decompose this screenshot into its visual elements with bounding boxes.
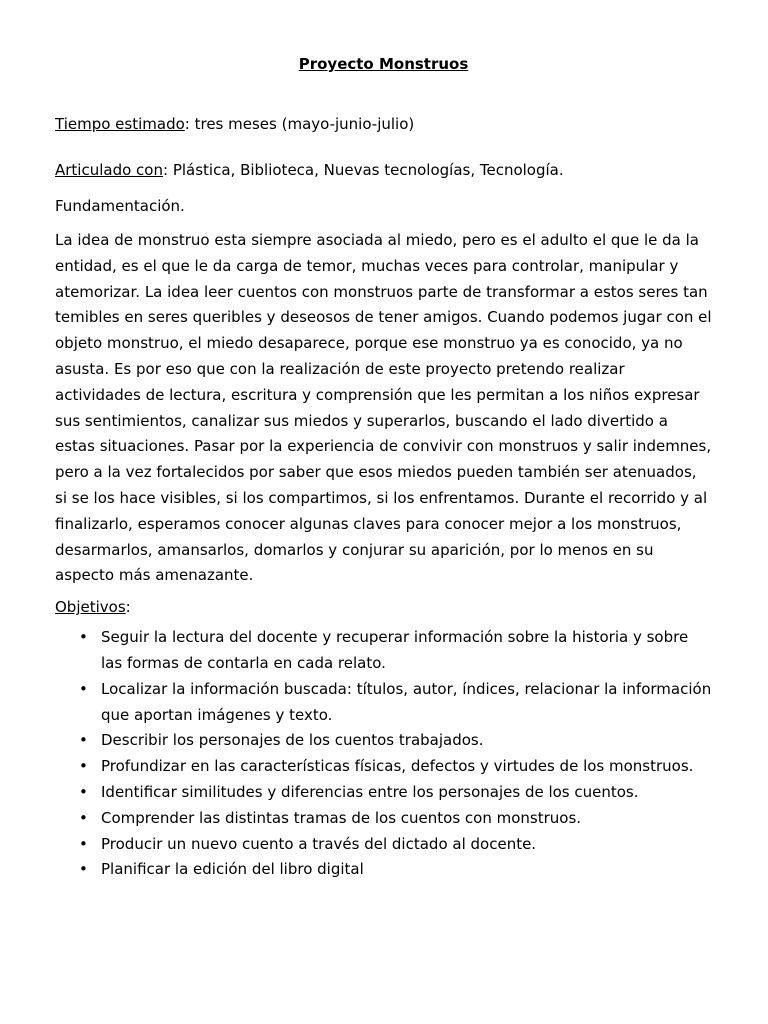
fundamentacion-heading: Fundamentación.: [55, 197, 185, 215]
list-item: • Profundizar en las características físicas, defectos y virtudes de los monstruos.: [101, 754, 712, 780]
articulado-label: Articulado con: [55, 161, 163, 179]
objetivos-heading: [55, 595, 712, 619]
fundamentacion-paragraph: La idea de monstruo esta siempre asociada al miedo, pero es el adulto el que le da la entidad, es el que le da carga de temor, muchas veces para controlar, manipular y atemorizar. La idea leer cuentos con monstruos parte de transformar a estos seres tan temibles en seres queribles y deseosos de tener amigos. Cuando podemos jugar con el objeto monstruo, el miedo desaparece, porque ese monstruo ya es conocido, ya no asusta. Es por eso que con la realización de este proyecto pretendo realizar actividades de lectura, escritura y comprensión que les permitan a los niños expresar sus sentimientos, canalizar sus miedos y superarlos, buscando el lado divertido a estas situaciones. Pasar por la experiencia de convivir con monstruos y salir indemnes, pero a la vez fortalecidos por saber que esos miedos pueden también ser atenuados, si se los hace visibles, si los compartimos, si los enfrentamos. Durante el recorrido y al finalizarlo, esperamos conocer algunas claves para conocer mejor a los monstruos, desarmarlos, amansarlos, domarlos y conjurar su aparición, por lo menos en su aspecto más amenazante.: [55, 231, 712, 585]
list-item: • Localizar la información buscada: títulos, autor, índices, relacionar la información que aportan imágenes y texto.: [101, 677, 712, 729]
tiempo-estimado-label: Tiempo estimado: [55, 115, 185, 133]
articulado-value: : Plástica, Biblioteca, Nuevas tecnologías, Tecnología.: [163, 161, 564, 179]
objetivos-colon: :: [125, 598, 131, 617]
document-title: Proyecto Monstruos: [298, 55, 469, 73]
objetivos-label: Objetivos: [55, 598, 126, 617]
tiempo-estimado-value: : tres meses (mayo-junio-julio): [184, 115, 415, 133]
list-item: • Seguir la lectura del docente y recuperar información sobre la historia y sobre las formas de contarla en cada relato.: [101, 625, 712, 677]
list-item: • Comprender las distintas tramas de los cuentos con monstruos.: [101, 806, 712, 832]
list-item: • Planificar la edición del libro digital: [101, 857, 712, 883]
tiempo-estimado-line: [55, 112, 712, 136]
list-item: • Producir un nuevo cuento a través del dictado al docente.: [101, 832, 712, 858]
list-item: • Identificar similitudes y diferencias entre los personajes de los cuentos.: [101, 780, 712, 806]
objetivos-list: [55, 625, 712, 883]
list-item: • Describir los personajes de los cuentos trabajados.: [101, 728, 712, 754]
articulado-line: [55, 158, 712, 182]
